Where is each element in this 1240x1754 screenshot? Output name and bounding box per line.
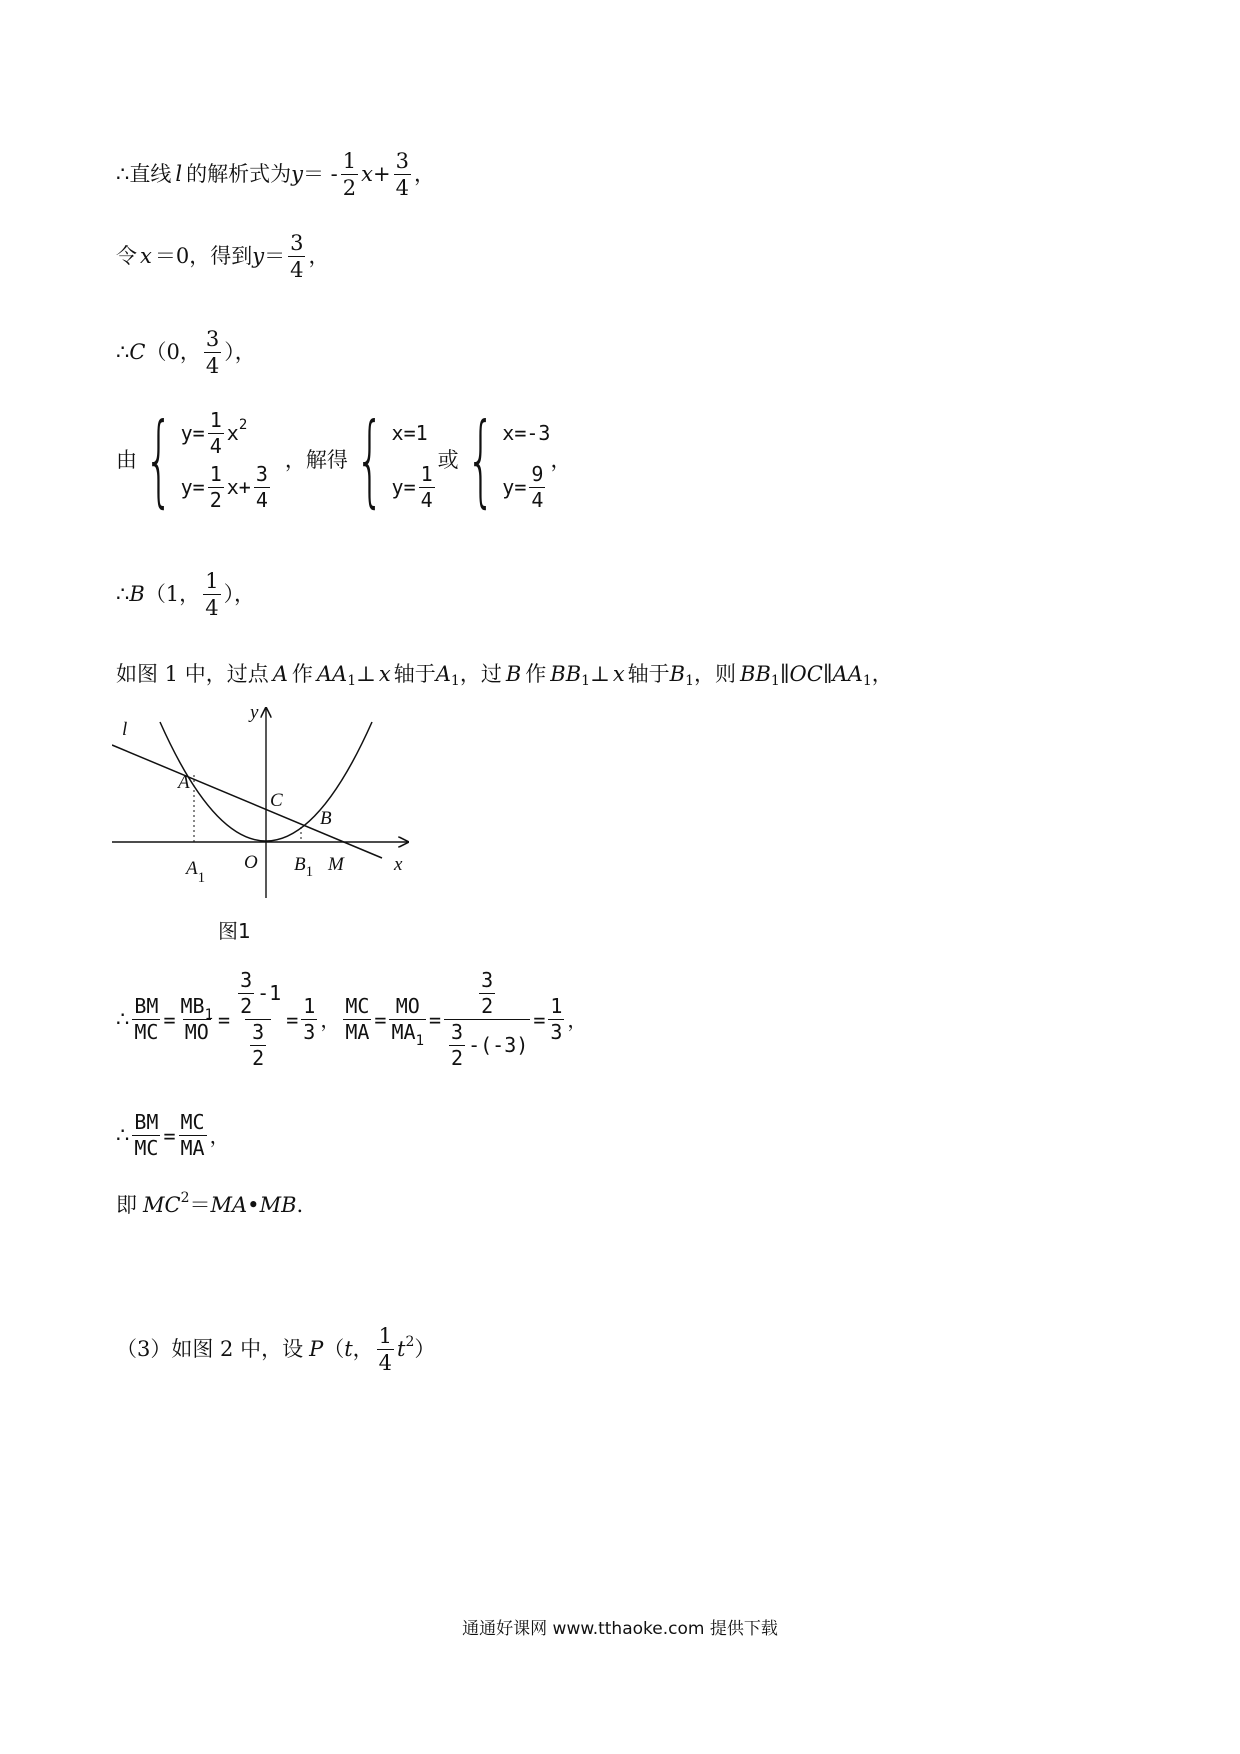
- den: 2: [451, 1046, 464, 1070]
- num: MC: [345, 994, 370, 1018]
- equals: =: [286, 1007, 299, 1032]
- den: [245, 1019, 271, 1069]
- var-y: y: [291, 162, 303, 187]
- var-b: B: [505, 662, 522, 686]
- fraction-mc-ma: [343, 996, 371, 1043]
- num: 1: [378, 1324, 393, 1348]
- left-brace: {: [466, 401, 495, 518]
- num: 3: [481, 968, 494, 992]
- equals: =: [429, 1007, 442, 1032]
- comma: ，: [209, 1123, 230, 1148]
- fraction: [254, 461, 270, 512]
- label-b1: $B_1$: [294, 854, 314, 880]
- den: 4: [420, 487, 433, 512]
- var-y: y: [252, 244, 265, 269]
- fraction: [479, 970, 495, 1017]
- solution-1: [392, 410, 438, 510]
- text: （: [323, 1337, 345, 1362]
- var-mb: MB: [259, 1193, 297, 1217]
- num: 1: [420, 461, 433, 486]
- line-part-3: [116, 1325, 435, 1374]
- num: 1: [205, 569, 219, 593]
- fraction-compound-1: [233, 970, 283, 1069]
- var-bb: BB: [740, 662, 771, 686]
- fraction-compound-2: [444, 970, 530, 1069]
- var-b: B: [669, 662, 686, 686]
- left-brace: {: [355, 401, 385, 518]
- var-x: x: [612, 662, 625, 686]
- text: 轴于: [393, 662, 436, 686]
- num: 3: [451, 1020, 464, 1044]
- num: [179, 994, 216, 1023]
- text: 由: [116, 447, 137, 472]
- superscript: 2: [238, 417, 248, 433]
- equation-line: [180, 461, 273, 512]
- comma: ，: [308, 244, 330, 269]
- den: [444, 1019, 530, 1069]
- label-a: A: [178, 772, 190, 793]
- text: ＝0，得到: [154, 244, 253, 269]
- text: （0，: [145, 340, 201, 365]
- subscript: 1: [685, 672, 695, 689]
- num: 1: [550, 994, 563, 1018]
- num: 3: [255, 461, 268, 486]
- num: [233, 970, 283, 1019]
- subscript: 1: [347, 672, 357, 689]
- num: 1: [209, 407, 222, 432]
- num: 3: [395, 149, 409, 173]
- den: MO: [184, 1020, 209, 1044]
- den: 4: [255, 487, 268, 512]
- equals: =: [533, 1007, 546, 1032]
- text: ，过: [459, 662, 502, 686]
- solution-x: x=-3: [502, 421, 551, 445]
- label-l: l: [122, 719, 128, 740]
- den: MC: [134, 1020, 159, 1044]
- line-point-c: [116, 328, 256, 377]
- comma: ，: [567, 1007, 588, 1032]
- var-x: x: [226, 421, 239, 445]
- therefore-symbol: ∴: [116, 1007, 130, 1031]
- subscript: 1: [415, 1033, 424, 1049]
- period: .: [296, 1193, 304, 1217]
- superscript: 2: [180, 1189, 190, 1206]
- num-text: MB: [180, 994, 205, 1018]
- fraction: [208, 461, 224, 512]
- text: 轴于: [627, 662, 670, 686]
- den: 3: [550, 1020, 563, 1044]
- plus: +: [372, 162, 391, 187]
- minus-one: -1: [257, 981, 282, 1005]
- var-x: x: [361, 162, 373, 187]
- equals: =: [218, 1007, 231, 1032]
- line-ratio-equal: [116, 1112, 230, 1159]
- text: 即: [116, 1193, 137, 1217]
- comma: ，: [413, 162, 435, 187]
- den: 2: [342, 176, 357, 201]
- text: ），: [224, 340, 256, 365]
- den: MA: [345, 1020, 370, 1044]
- equals: =: [163, 1123, 176, 1148]
- den: MA: [180, 1136, 205, 1160]
- den: 3: [303, 1020, 316, 1044]
- num: 1: [342, 149, 357, 173]
- text: 直线: [129, 162, 172, 187]
- var-a: A: [435, 662, 451, 686]
- superscript: 2: [405, 1333, 415, 1350]
- den: 4: [209, 433, 222, 458]
- label-y: y: [250, 702, 259, 723]
- subscript: 1: [450, 672, 460, 689]
- fraction-mc-ma: [179, 1112, 207, 1159]
- therefore-symbol: ∴: [116, 162, 130, 187]
- var-x: x+: [226, 475, 251, 499]
- text: ，则: [694, 662, 737, 686]
- den: 2: [240, 994, 253, 1018]
- left-brace: {: [144, 401, 174, 518]
- equals: ＝ -: [302, 162, 338, 187]
- parallel: ∥: [822, 662, 833, 686]
- fraction-bm-mc: [132, 996, 160, 1043]
- subscript: 1: [770, 672, 780, 689]
- den: 4: [378, 1351, 393, 1376]
- text: ）: [414, 1337, 436, 1362]
- solution-y: [502, 461, 550, 512]
- perp: ⊥: [590, 662, 610, 686]
- text: 的解析式为: [186, 162, 292, 187]
- lhs: y=: [180, 475, 205, 499]
- text: ，解得: [284, 447, 348, 472]
- subscript: 1: [581, 672, 591, 689]
- fraction: [208, 407, 224, 458]
- equation-system: [180, 407, 273, 512]
- equals: =: [163, 1007, 176, 1032]
- var-x: x: [140, 244, 152, 269]
- num: 3: [290, 231, 304, 255]
- line-l: [112, 745, 382, 858]
- num: [474, 970, 500, 1019]
- equation-parabola: [180, 407, 273, 458]
- num: BM: [134, 994, 159, 1018]
- num: 1: [303, 994, 316, 1018]
- num: 3: [240, 968, 253, 992]
- perp: ⊥: [356, 662, 376, 686]
- var-p: P: [309, 1337, 324, 1362]
- fraction-mb1-mo: [179, 996, 216, 1043]
- dot: •: [247, 1193, 260, 1217]
- var-t: t: [397, 1337, 406, 1362]
- den: 4: [205, 354, 220, 379]
- therefore-symbol: ∴: [116, 1123, 130, 1147]
- fraction-three-quarters: [394, 150, 411, 199]
- therefore-symbol: ∴: [116, 340, 130, 365]
- num: 1: [209, 461, 222, 486]
- solution-y: [391, 461, 438, 512]
- num: 3: [205, 327, 220, 351]
- var-t: t: [344, 1337, 353, 1362]
- var-a: A: [272, 662, 288, 686]
- fraction-one-third: [548, 996, 564, 1043]
- den: 2: [209, 487, 222, 512]
- den: 4: [531, 487, 544, 512]
- var-l: l: [175, 162, 183, 187]
- text: ），: [223, 582, 256, 607]
- figure-1-diagram: [112, 700, 422, 900]
- fraction-mo-ma1: [389, 994, 426, 1049]
- var-aa: AA: [832, 662, 863, 686]
- fraction: [250, 1022, 266, 1069]
- text: 作: [525, 662, 547, 686]
- fraction-one-third: [301, 996, 317, 1043]
- solution-x: x=1: [391, 421, 428, 445]
- text: 作: [291, 662, 313, 686]
- num: 3: [252, 1020, 265, 1044]
- label-m: M: [328, 854, 344, 875]
- label-o: O: [244, 852, 258, 873]
- num: BM: [134, 1110, 159, 1134]
- var-oc: OC: [789, 662, 823, 686]
- label-x: x: [394, 854, 403, 875]
- fraction: [419, 461, 435, 512]
- line-set-x-zero: [116, 232, 329, 281]
- den: MC: [134, 1136, 159, 1160]
- minus-neg-three: -(-3): [468, 1033, 529, 1057]
- text: 令: [116, 244, 137, 269]
- line-perpendiculars: [116, 662, 893, 689]
- figure-caption: 图1: [218, 919, 251, 943]
- text-or: 或: [437, 447, 459, 472]
- fraction: [377, 1325, 394, 1374]
- footer-source: 通通好课网 www.tthaoke.com 提供下载: [462, 1619, 778, 1639]
- text: （3）如图 2 中，设: [116, 1337, 304, 1362]
- equals: ＝: [264, 244, 286, 269]
- fraction: [529, 461, 545, 512]
- subscript: 1: [204, 1007, 214, 1023]
- fraction: [238, 970, 254, 1017]
- line-conclusion: [116, 1189, 304, 1217]
- lhs: y=: [502, 475, 527, 499]
- subscript: 1: [862, 672, 872, 689]
- den: [389, 1019, 426, 1049]
- comma: ，: [352, 1337, 374, 1362]
- lhs: y=: [180, 421, 205, 445]
- var-aa: AA: [316, 662, 348, 686]
- label-b: B: [320, 808, 332, 829]
- fraction: [288, 232, 305, 281]
- comma: ，: [871, 662, 893, 686]
- line-ratio-equations: [116, 970, 587, 1069]
- den-text: MA: [391, 1020, 416, 1044]
- line-line-equation: [116, 150, 435, 199]
- num: 9: [531, 461, 544, 486]
- line-point-b: [116, 570, 255, 619]
- den: 2: [481, 994, 494, 1018]
- therefore-symbol: ∴: [116, 582, 130, 607]
- comma: ，: [550, 447, 572, 472]
- line-solve-system: [116, 401, 572, 518]
- var-x: x: [378, 662, 391, 686]
- label-c: C: [270, 790, 283, 811]
- fraction-bm-mc: [132, 1112, 160, 1159]
- lhs: y=: [391, 475, 416, 499]
- den: 4: [395, 176, 409, 201]
- label-a1: $A_1$: [186, 858, 206, 886]
- den: 4: [290, 258, 304, 283]
- text: 如图 1 中，过点: [116, 662, 269, 686]
- num: MC: [180, 1110, 205, 1134]
- num: MO: [395, 994, 420, 1018]
- var-bb: BB: [550, 662, 582, 686]
- fraction: [449, 1022, 465, 1069]
- var-c: C: [129, 340, 146, 365]
- solution-2: [502, 410, 550, 510]
- var-b: B: [129, 582, 145, 607]
- text: （1，: [144, 582, 201, 607]
- equals: ＝: [189, 1193, 211, 1217]
- equals: =: [374, 1007, 387, 1032]
- comma: ，: [320, 1007, 341, 1032]
- var-mc: MC: [143, 1193, 181, 1217]
- fraction-half: [341, 150, 358, 199]
- parallel: ∥: [779, 662, 790, 686]
- fraction: [203, 570, 220, 619]
- var-ma: MA: [210, 1193, 248, 1217]
- den: 2: [252, 1046, 265, 1070]
- den: 4: [205, 596, 219, 621]
- fraction: [204, 328, 221, 377]
